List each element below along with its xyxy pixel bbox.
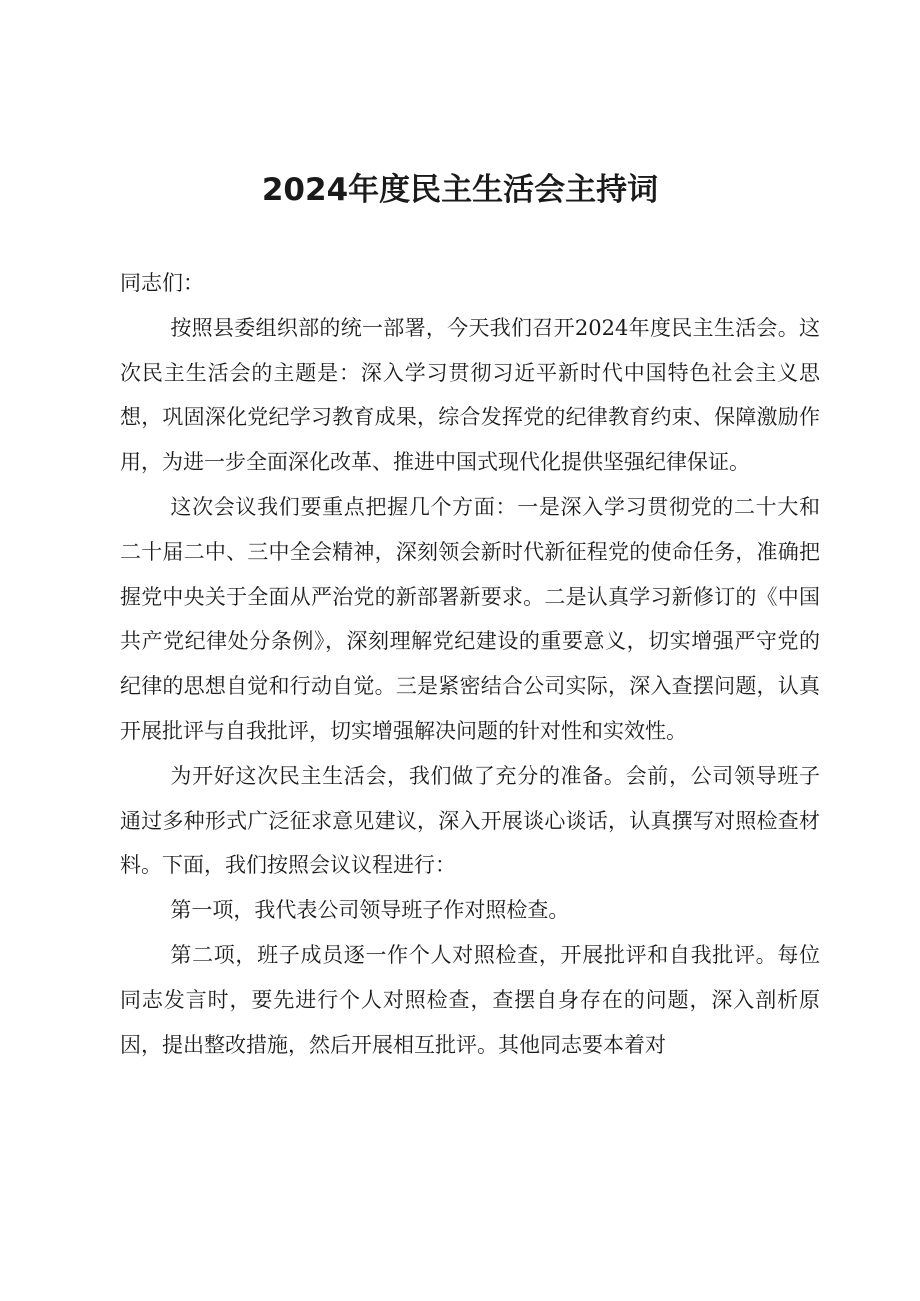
paragraph-preparation: 为开好这次民主生活会，我们做了充分的准备。会前，公司领导班子通过多种形式广泛征求意见建议，深入开展谈心谈话，认真撰写对照检查材料。下面，我们按照会议议程进行： xyxy=(120,763,820,878)
paragraph-opening: 按照县委组织部的统一部署，今天我们召开2024年度民主生活会。这次民主生活会的主题是：深入学习贯彻习近平新时代中国特色社会主义思想，巩固深化党纪学习教育成果，综合发挥党的纪律教育约束、保障激励作用，为进一步全面深化改革、推进中国式现代化提供坚强纪律保证。 xyxy=(120,315,820,475)
paragraph-agenda-item-2: 第二项，班子成员逐一作个人对照检查，开展批评和自我批评。每位同志发言时，要先进行个人对照检查，查摆自身存在的问题，深入剖析原因，提出整改措施，然后开展相互批评。其他同志要本着对 xyxy=(120,942,820,1057)
document-body xyxy=(120,261,820,1067)
paragraph-agenda-item-1: 第一项，我代表公司领导班子作对照检查。 xyxy=(170,898,570,923)
document-title: 2024年度民主生活会主持词 xyxy=(261,172,659,208)
paragraph-key-points: 这次会议我们要重点把握几个方面：一是深入学习贯彻党的二十大和二十届二中、三中全会精神，深刻领会新时代新征程党的使命任务，准确把握党中央关于全面从严治党的新部署新要求。二是认真学习新修订的《中国共产党纪律处分条例》，深刻理解党纪建设的重要意义，切实增强严守党的纪律的思想自觉和行动自觉。三是紧密结合公司实际，深入查摆问题，认真开展批评与自我批评，切实增强解决问题的针对性和实效性。 xyxy=(120,494,820,743)
salutation: 同志们： xyxy=(120,271,204,295)
